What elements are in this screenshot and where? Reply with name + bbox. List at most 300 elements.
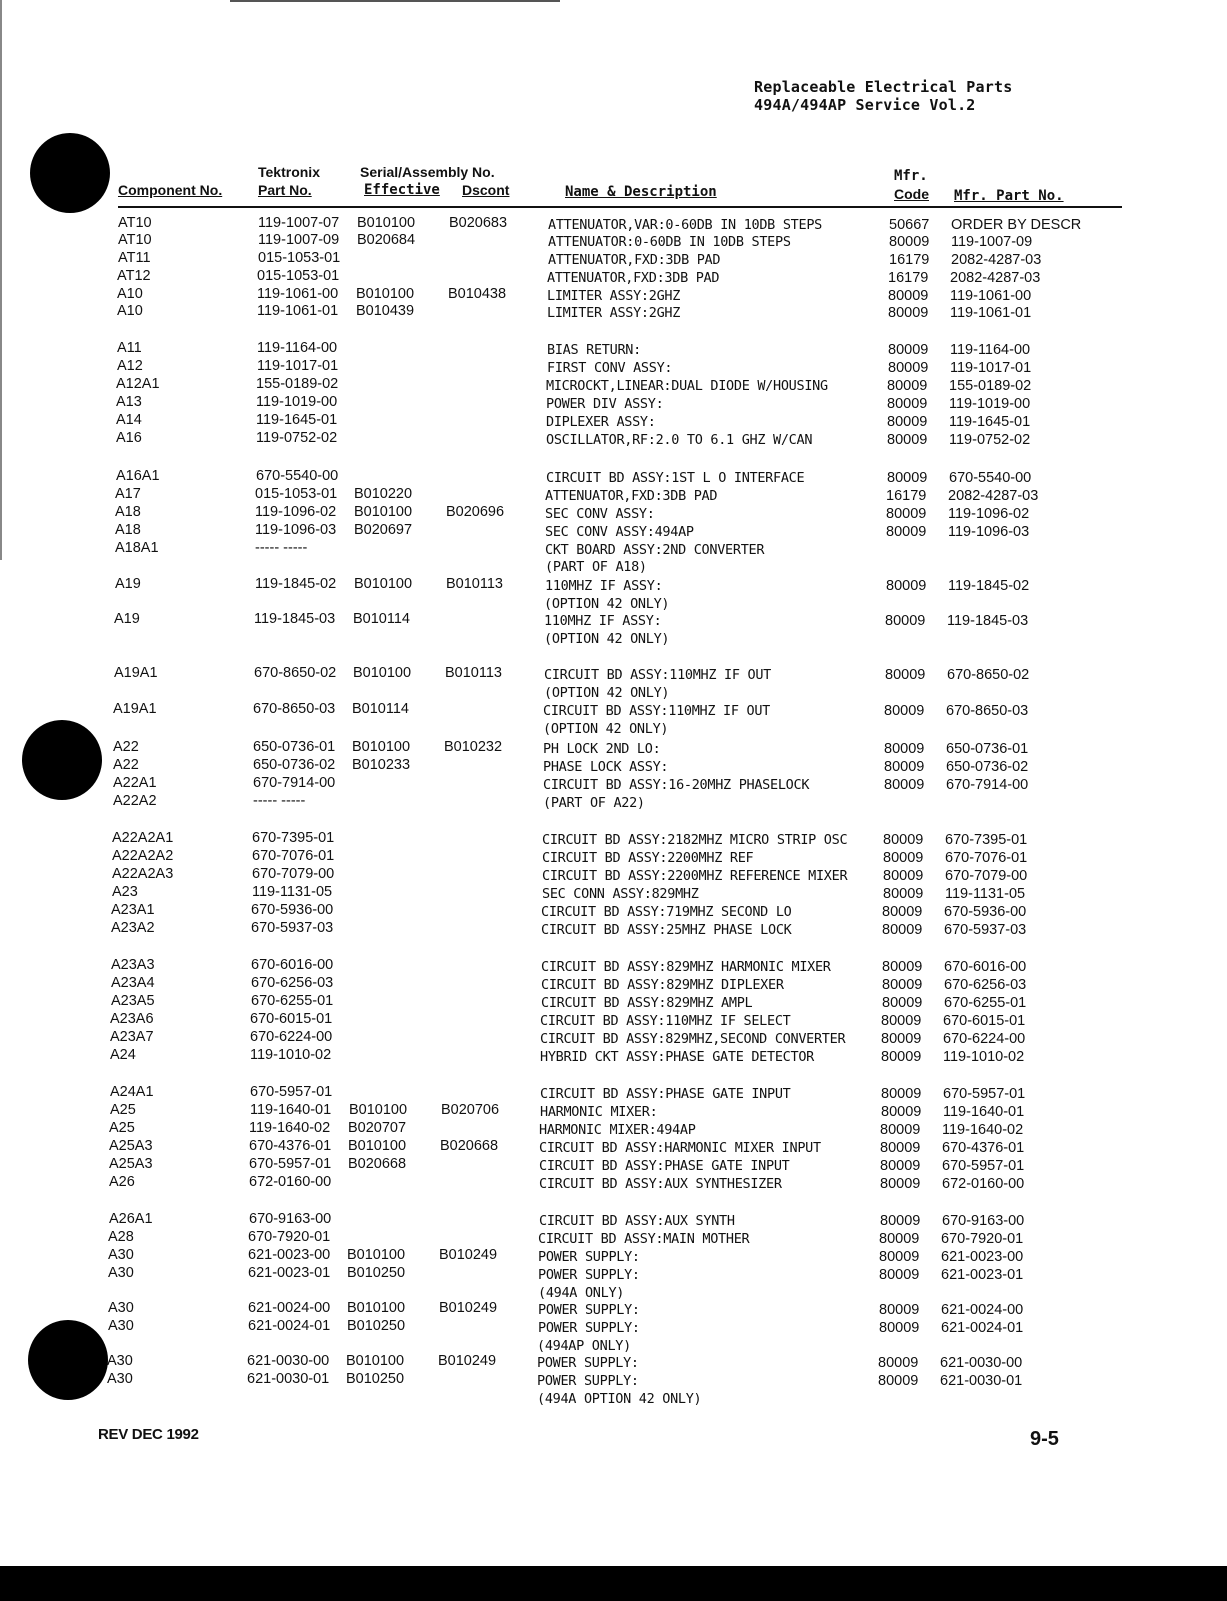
cell-mfr-code: 80009 — [887, 470, 928, 486]
cell-mfr-part: 670-5937-03 — [944, 922, 1027, 938]
cell-part-no: ----- ----- — [255, 540, 308, 556]
cell-mfr-code: 16179 — [889, 252, 930, 268]
cell-description: POWER SUPPLY: — [538, 1320, 640, 1336]
table-row — [0, 1173, 1227, 1191]
cell-mfr-code: 80009 — [888, 288, 929, 304]
col-tek-bottom: Part No. — [258, 182, 312, 198]
cell-part-no: 119-1007-07 — [258, 215, 340, 231]
cell-effective: B010114 — [352, 701, 409, 717]
cell-effective: B010100 — [349, 1102, 408, 1118]
cell-mfr-part: 621-0024-01 — [941, 1320, 1024, 1336]
col-component: Component No. — [118, 182, 223, 198]
cell-mfr-code: 80009 — [884, 703, 925, 719]
cell-component: A25A3 — [109, 1138, 153, 1154]
table-row — [0, 1335, 1227, 1353]
table-row — [0, 593, 1227, 611]
cell-mfr-code: 80009 — [879, 1231, 920, 1247]
cell-mfr-code: 80009 — [878, 1373, 919, 1389]
cell-effective: B010100 — [352, 739, 411, 755]
table-row — [0, 956, 1227, 974]
cell-mfr-part: 670-7395-01 — [945, 832, 1028, 848]
cell-description: POWER DIV ASSY: — [546, 396, 664, 412]
cell-component: A11 — [117, 340, 142, 356]
cell-description: SEC CONV ASSY:494AP — [545, 524, 694, 540]
cell-description: OSCILLATOR,RF:2.0 TO 6.1 GHZ W/CAN — [546, 432, 813, 448]
cell-description: PHASE LOCK ASSY: — [543, 759, 669, 775]
table-row — [0, 339, 1227, 357]
cell-description: CIRCUIT BD ASSY:2200MHZ REF — [542, 850, 754, 866]
cell-dscont: B020683 — [449, 215, 508, 231]
cell-component: A30 — [108, 1247, 134, 1263]
cell-component: A22A2A1 — [112, 830, 174, 846]
cell-mfr-code: 80009 — [889, 234, 930, 250]
table-row — [0, 429, 1227, 447]
cell-dscont: B010113 — [446, 576, 503, 592]
cell-description: ATTENUATOR:0-60DB IN 10DB STEPS — [548, 234, 791, 250]
cell-dscont: B010113 — [445, 665, 502, 681]
cell-mfr-part: 119-1061-01 — [950, 305, 1032, 321]
table-row — [0, 1299, 1227, 1317]
cell-part-no: 119-1096-03 — [255, 522, 337, 538]
table-row — [0, 1228, 1227, 1246]
table-row — [0, 249, 1227, 267]
cell-description: (OPTION 42 ONLY) — [543, 721, 669, 737]
cell-mfr-code: 16179 — [886, 488, 927, 504]
cell-mfr-code: 80009 — [880, 1140, 921, 1156]
table-row — [0, 792, 1227, 810]
cell-component: A30 — [108, 1318, 134, 1334]
cell-effective: B010233 — [352, 757, 411, 773]
footer-revision: REV DEC 1992 — [98, 1426, 199, 1443]
cell-description: FIRST CONV ASSY: — [547, 360, 673, 376]
cell-part-no: 670-7079-00 — [252, 866, 335, 882]
cell-part-no: 119-1061-01 — [257, 303, 339, 319]
cell-part-no: 670-6256-03 — [251, 975, 334, 991]
cell-description: PH LOCK 2ND LO: — [543, 741, 661, 757]
cell-component: A22A1 — [113, 775, 157, 791]
cell-mfr-part: 119-1645-01 — [949, 414, 1031, 430]
cell-mfr-code: 80009 — [882, 977, 923, 993]
cell-mfr-part: 670-9163-00 — [942, 1213, 1025, 1229]
cell-effective: B010100 — [348, 1138, 407, 1154]
cell-description: (494A OPTION 42 ONLY) — [537, 1391, 702, 1407]
cell-effective: B010100 — [347, 1300, 406, 1316]
cell-effective: B010100 — [346, 1353, 405, 1369]
cell-component: A30 — [108, 1300, 134, 1316]
cell-description: CIRCUIT BD ASSY:1ST L O INTERFACE — [546, 470, 805, 486]
cell-description: MICROCKT,LINEAR:DUAL DIODE W/HOUSING — [546, 378, 828, 394]
cell-mfr-code: 80009 — [886, 524, 927, 540]
cell-component: A12A1 — [116, 376, 160, 392]
cell-description: CIRCUIT BD ASSY:HARMONIC MIXER INPUT — [539, 1140, 821, 1156]
header-subtitle: 494A/494AP Service Vol.2 — [754, 96, 976, 114]
cell-component: A19 — [115, 576, 141, 592]
cell-mfr-part: 670-5957-01 — [943, 1086, 1026, 1102]
cell-part-no: 119-1096-02 — [255, 504, 337, 520]
cell-description: POWER SUPPLY: — [537, 1355, 639, 1371]
cell-component: A25 — [109, 1120, 135, 1136]
table-row — [0, 1101, 1227, 1119]
cell-description: SEC CONV ASSY: — [545, 506, 655, 522]
cell-mfr-part: 670-6255-01 — [944, 995, 1027, 1011]
cell-effective: B010250 — [347, 1318, 406, 1334]
cell-mfr-part: 621-0024-00 — [941, 1302, 1024, 1318]
footer-page-number: 9-5 — [1030, 1428, 1059, 1450]
table-row — [0, 610, 1227, 628]
cell-part-no: 670-7920-01 — [248, 1229, 331, 1245]
cell-mfr-code: 80009 — [887, 414, 928, 430]
cell-description: (OPTION 42 ONLY) — [544, 596, 670, 612]
table-row — [0, 1046, 1227, 1064]
cell-dscont: B010249 — [438, 1353, 497, 1369]
cell-component: A23A6 — [110, 1011, 154, 1027]
cell-mfr-part: 670-5936-00 — [944, 904, 1027, 920]
cell-part-no: 670-7395-01 — [252, 830, 335, 846]
cell-part-no: 015-1053-01 — [255, 486, 338, 502]
cell-mfr-part: 621-0030-00 — [940, 1355, 1023, 1371]
cell-mfr-code: 80009 — [879, 1249, 920, 1265]
cell-part-no: 621-0024-01 — [248, 1318, 331, 1334]
cell-description: POWER SUPPLY: — [538, 1249, 640, 1265]
cell-effective: B020668 — [348, 1156, 407, 1172]
cell-description: HARMONIC MIXER:494AP — [539, 1122, 696, 1138]
cell-mfr-code: 80009 — [885, 667, 926, 683]
cell-mfr-code: 50667 — [889, 217, 930, 233]
cell-effective: B010100 — [354, 504, 413, 520]
cell-description: ATTENUATOR,FXD:3DB PAD — [545, 488, 718, 504]
table-row — [0, 302, 1227, 320]
table-row — [0, 847, 1227, 865]
table-row — [0, 1317, 1227, 1335]
cell-component: A25A3 — [109, 1156, 153, 1172]
cell-description: CIRCUIT BD ASSY:AUX SYNTH — [539, 1213, 735, 1229]
cell-mfr-code: 80009 — [886, 506, 927, 522]
cell-component: A22A2A3 — [112, 866, 174, 882]
table-row — [0, 700, 1227, 718]
cell-part-no: 621-0023-00 — [248, 1247, 331, 1263]
cell-mfr-part: 119-1640-01 — [943, 1104, 1025, 1120]
cell-description: CIRCUIT BD ASSY:25MHZ PHASE LOCK — [541, 922, 792, 938]
cell-part-no: 670-5937-03 — [251, 920, 334, 936]
cell-dscont: B020696 — [446, 504, 505, 520]
cell-description: POWER SUPPLY: — [537, 1373, 639, 1389]
cell-effective: B010114 — [353, 611, 410, 627]
cell-component: A23 — [112, 884, 138, 900]
cell-mfr-code: 80009 — [887, 396, 928, 412]
cell-dscont: B020706 — [441, 1102, 500, 1118]
table-row — [0, 829, 1227, 847]
cell-effective: B010100 — [347, 1247, 406, 1263]
cell-mfr-code: 80009 — [883, 832, 924, 848]
cell-description: CIRCUIT BD ASSY:16-20MHZ PHASELOCK — [543, 777, 810, 793]
cell-effective: B010439 — [356, 303, 415, 319]
cell-mfr-code: 80009 — [888, 342, 929, 358]
cell-description: SEC CONN ASSY:829MHZ — [542, 886, 699, 902]
table-row — [0, 1352, 1227, 1370]
cell-description: (494AP ONLY) — [537, 1338, 631, 1354]
cell-mfr-part: 670-6256-03 — [944, 977, 1027, 993]
table-row — [0, 467, 1227, 485]
col-mfr-code: Code — [894, 186, 929, 202]
cell-mfr-code: 80009 — [880, 1122, 921, 1138]
cell-part-no: 119-1061-00 — [257, 286, 339, 302]
cell-effective: B010100 — [357, 215, 416, 231]
table-row — [0, 919, 1227, 937]
cell-mfr-part: 119-1007-09 — [951, 234, 1033, 250]
cell-mfr-part: 119-1096-02 — [948, 506, 1030, 522]
cell-mfr-part: 670-6015-01 — [943, 1013, 1026, 1029]
cell-component: A10 — [117, 303, 143, 319]
table-row — [0, 1119, 1227, 1137]
cell-description: CIRCUIT BD ASSY:719MHZ SECOND LO — [541, 904, 792, 920]
cell-mfr-part: 621-0023-01 — [941, 1267, 1024, 1283]
cell-mfr-part: 119-1061-00 — [950, 288, 1032, 304]
cell-mfr-part: 670-6016-00 — [944, 959, 1027, 975]
page-header — [754, 78, 1012, 114]
cell-mfr-code: 80009 — [886, 578, 927, 594]
cell-description: CIRCUIT BD ASSY:110MHZ IF OUT — [543, 703, 771, 719]
cell-effective: B010100 — [353, 665, 412, 681]
table-row — [0, 1028, 1227, 1046]
cell-description: CIRCUIT BD ASSY:110MHZ IF OUT — [544, 667, 772, 683]
cell-description: 110MHZ IF ASSY: — [544, 613, 662, 629]
cell-part-no: 621-0030-01 — [247, 1371, 330, 1387]
cell-effective: B010250 — [347, 1265, 406, 1281]
cell-part-no: 015-1053-01 — [258, 250, 341, 266]
table-row — [0, 865, 1227, 883]
cell-component: A22 — [113, 739, 139, 755]
table-row — [0, 575, 1227, 593]
cell-part-no: 670-6255-01 — [251, 993, 334, 1009]
cell-component: AT10 — [118, 232, 152, 248]
cell-mfr-part: 621-0030-01 — [940, 1373, 1023, 1389]
scan-bottom-edge — [0, 1566, 1227, 1601]
cell-component: A12 — [117, 358, 143, 374]
cell-part-no: 621-0030-00 — [247, 1353, 330, 1369]
cell-mfr-part: 2082-4287-03 — [951, 252, 1042, 268]
cell-component: A23A1 — [111, 902, 155, 918]
cell-description: LIMITER ASSY:2GHZ — [547, 305, 681, 321]
cell-mfr-part: 119-1640-02 — [942, 1122, 1024, 1138]
cell-mfr-part: 119-1017-01 — [950, 360, 1032, 376]
cell-part-no: ----- ----- — [253, 793, 306, 809]
table-row — [0, 664, 1227, 682]
cell-mfr-code: 80009 — [883, 868, 924, 884]
cell-mfr-code: 80009 — [882, 995, 923, 1011]
cell-description: CIRCUIT BD ASSY:2182MHZ MICRO STRIP OSC — [542, 832, 848, 848]
col-tek-top: Tektronix — [258, 164, 320, 180]
cell-mfr-part: 670-7076-01 — [945, 850, 1028, 866]
cell-description: DIPLEXER ASSY: — [546, 414, 656, 430]
cell-mfr-part: 672-0160-00 — [942, 1176, 1025, 1192]
table-row — [0, 285, 1227, 303]
table-row — [0, 974, 1227, 992]
cell-component: A26 — [109, 1174, 135, 1190]
cell-component: A22 — [113, 757, 139, 773]
cell-mfr-part: 670-7079-00 — [945, 868, 1028, 884]
cell-effective: B010100 — [356, 286, 415, 302]
table-row — [0, 539, 1227, 557]
cell-dscont: B010438 — [448, 286, 507, 302]
cell-mfr-code: 80009 — [878, 1355, 919, 1371]
cell-mfr-part: 670-8650-02 — [947, 667, 1030, 683]
col-dscont: Dscont — [462, 182, 510, 198]
cell-component: AT12 — [117, 268, 151, 284]
cell-mfr-part: 119-1164-00 — [950, 342, 1031, 358]
cell-description: CIRCUIT BD ASSY:829MHZ,SECOND CONVERTER — [540, 1031, 846, 1047]
table-row — [0, 1010, 1227, 1028]
cell-part-no: 119-1017-01 — [257, 358, 339, 374]
cell-part-no: 119-1845-02 — [255, 576, 337, 592]
binder-hole-top — [30, 133, 110, 213]
table-row — [0, 718, 1227, 736]
col-name: Name & Description — [565, 184, 717, 200]
cell-part-no: 119-0752-02 — [256, 430, 338, 446]
cell-component: A24 — [110, 1047, 136, 1063]
cell-part-no: 670-8650-03 — [253, 701, 336, 717]
cell-description: CIRCUIT BD ASSY:PHASE GATE INPUT — [539, 1158, 790, 1174]
cell-part-no: 670-6016-00 — [251, 957, 334, 973]
cell-part-no: 672-0160-00 — [249, 1174, 332, 1190]
cell-mfr-code: 80009 — [887, 378, 928, 394]
cell-mfr-part: 119-1096-03 — [948, 524, 1030, 540]
cell-mfr-code: 80009 — [880, 1213, 921, 1229]
cell-description: CIRCUIT BD ASSY:AUX SYNTHESIZER — [539, 1176, 782, 1192]
cell-mfr-part: 670-5957-01 — [942, 1158, 1025, 1174]
cell-component: A18 — [115, 522, 141, 538]
table-row — [0, 682, 1227, 700]
cell-description: (OPTION 42 ONLY) — [544, 631, 670, 647]
cell-mfr-code: 80009 — [879, 1267, 920, 1283]
cell-component: A19A1 — [113, 701, 157, 717]
cell-description: ATTENUATOR,FXD:3DB PAD — [548, 252, 721, 268]
cell-mfr-code: 80009 — [882, 922, 923, 938]
table-row — [0, 1083, 1227, 1101]
cell-mfr-part: 119-1845-02 — [948, 578, 1030, 594]
cell-mfr-part: ORDER BY DESCR — [951, 217, 1082, 233]
table-row — [0, 411, 1227, 429]
table-row — [0, 901, 1227, 919]
table-row — [0, 521, 1227, 539]
cell-mfr-part: 2082-4287-03 — [950, 270, 1041, 286]
cell-effective: B010220 — [354, 486, 413, 502]
cell-mfr-part: 670-6224-00 — [943, 1031, 1026, 1047]
table-row — [0, 214, 1227, 232]
cell-description: CIRCUIT BD ASSY:2200MHZ REFERENCE MIXER — [542, 868, 848, 884]
cell-mfr-code: 80009 — [881, 1104, 922, 1120]
cell-part-no: 670-6224-00 — [250, 1029, 333, 1045]
table-row — [0, 1264, 1227, 1282]
cell-dscont: B010232 — [444, 739, 503, 755]
cell-mfr-part: 670-4376-01 — [942, 1140, 1025, 1156]
table-row — [0, 756, 1227, 774]
cell-component: A16A1 — [116, 468, 160, 484]
cell-description: CIRCUIT BD ASSY:PHASE GATE INPUT — [540, 1086, 791, 1102]
col-effective: Effective — [364, 182, 440, 198]
table-row — [0, 267, 1227, 285]
cell-component: A23A7 — [110, 1029, 154, 1045]
cell-description: POWER SUPPLY: — [538, 1267, 640, 1283]
table-row — [0, 628, 1227, 646]
cell-mfr-part: 119-1131-05 — [945, 886, 1026, 902]
cell-dscont: B010249 — [439, 1247, 498, 1263]
cell-component: A18A1 — [115, 540, 159, 556]
cell-component: A23A2 — [111, 920, 155, 936]
cell-description: CIRCUIT BD ASSY:MAIN MOTHER — [538, 1231, 750, 1247]
col-mfr-part: Mfr. Part No. — [954, 188, 1064, 204]
cell-mfr-code: 80009 — [888, 360, 929, 376]
col-serial-top: Serial/Assembly No. — [360, 164, 495, 180]
col-mfr-top: Mfr. — [894, 168, 928, 184]
cell-dscont: B010249 — [439, 1300, 498, 1316]
table-row — [0, 231, 1227, 249]
cell-component: A28 — [108, 1229, 134, 1245]
cell-mfr-part: 670-7920-01 — [941, 1231, 1024, 1247]
table-row — [0, 485, 1227, 503]
cell-part-no: 119-1164-00 — [257, 340, 338, 356]
cell-description: CKT BOARD ASSY:2ND CONVERTER — [545, 542, 765, 558]
table-row — [0, 992, 1227, 1010]
cell-part-no: 119-1640-01 — [250, 1102, 332, 1118]
cell-part-no: 670-5936-00 — [251, 902, 334, 918]
cell-description: 110MHZ IF ASSY: — [545, 578, 663, 594]
cell-effective: B020684 — [357, 232, 416, 248]
table-row — [0, 883, 1227, 901]
cell-effective: B020697 — [354, 522, 413, 538]
cell-component: A26A1 — [109, 1211, 153, 1227]
cell-component: A22A2 — [113, 793, 157, 809]
cell-mfr-code: 80009 — [879, 1302, 920, 1318]
cell-part-no: 119-1645-01 — [256, 412, 338, 428]
cell-mfr-part: 2082-4287-03 — [948, 488, 1039, 504]
cell-part-no: 670-7914-00 — [253, 775, 336, 791]
cell-part-no: 155-0189-02 — [256, 376, 339, 392]
table-row — [0, 556, 1227, 574]
cell-description: (494A ONLY) — [538, 1285, 625, 1301]
cell-description: HYBRID CKT ASSY:PHASE GATE DETECTOR — [540, 1049, 814, 1065]
table-row — [0, 1246, 1227, 1264]
table-row — [0, 375, 1227, 393]
cell-component: A14 — [116, 412, 142, 428]
cell-part-no: 621-0024-00 — [248, 1300, 331, 1316]
cell-mfr-code: 80009 — [881, 1049, 922, 1065]
cell-description: POWER SUPPLY: — [538, 1302, 640, 1318]
cell-mfr-part: 650-0736-02 — [946, 759, 1029, 775]
cell-mfr-part: 155-0189-02 — [949, 378, 1032, 394]
cell-part-no: 119-1845-03 — [254, 611, 336, 627]
cell-part-no: 670-5540-00 — [256, 468, 339, 484]
table-row — [0, 1282, 1227, 1300]
cell-component: A30 — [107, 1371, 133, 1387]
cell-mfr-code: 80009 — [883, 850, 924, 866]
cell-component: A22A2A2 — [112, 848, 174, 864]
cell-mfr-code: 80009 — [884, 741, 925, 757]
cell-component: A25 — [110, 1102, 136, 1118]
cell-part-no: 119-1640-02 — [249, 1120, 331, 1136]
cell-description: HARMONIC MIXER: — [540, 1104, 658, 1120]
cell-part-no: 670-5957-01 — [250, 1084, 333, 1100]
table-row — [0, 1388, 1227, 1406]
cell-mfr-code: 80009 — [888, 305, 929, 321]
cell-mfr-part: 650-0736-01 — [946, 741, 1029, 757]
cell-description: ATTENUATOR,FXD:3DB PAD — [547, 270, 720, 286]
cell-description: CIRCUIT BD ASSY:829MHZ AMPL — [541, 995, 753, 1011]
cell-mfr-code: 80009 — [880, 1158, 921, 1174]
cell-mfr-part: 119-0752-02 — [949, 432, 1031, 448]
cell-mfr-code: 80009 — [882, 904, 923, 920]
table-row — [0, 1137, 1227, 1155]
header-rule — [118, 206, 1122, 208]
